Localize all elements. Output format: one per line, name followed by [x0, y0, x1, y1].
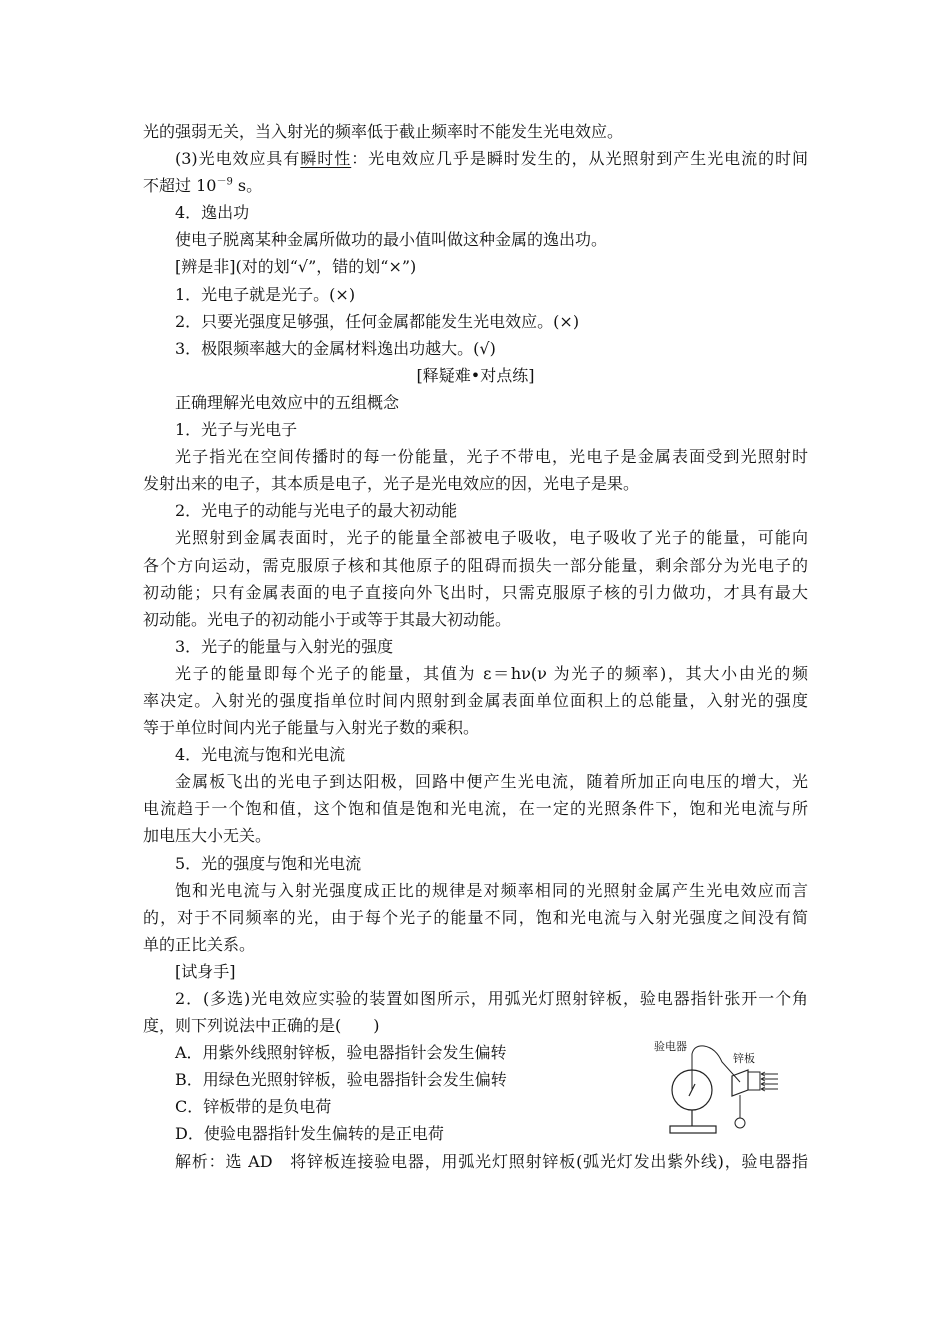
text-line: 初动能。光电子的初动能小于或等于其最大初动能。	[143, 609, 512, 629]
text-line: 等于单位时间内光子能量与入射光子数的乘积。	[143, 718, 480, 738]
section-tag: [辨是非](对的划“√”，错的划“×”)	[175, 257, 417, 277]
answer-option-d: D．使验电器指针发生偏转的是正电荷	[175, 1124, 444, 1144]
text-line: 初动能；只有金属表面的电子直接向外飞出时，只需克服原子核的引力做功，才具有最大	[143, 582, 808, 602]
exponent: －9	[216, 176, 233, 188]
zinc-plate-label: 锌板	[733, 1052, 755, 1065]
text-line: 电流趋于一个饱和值，这个饱和值是饱和光电流，在一定的光照条件下，饱和光电流与所	[143, 799, 808, 819]
true-false-item: 3．极限频率越大的金属材料逸出功越大。(√)	[175, 338, 496, 358]
text-line: 正确理解光电效应中的五组概念	[175, 392, 400, 412]
zinc-plate-ground	[735, 1118, 745, 1128]
section-heading: 4．逸出功	[175, 203, 250, 223]
electroscope-base	[670, 1126, 716, 1133]
section-heading: 1．光子与光电子	[175, 420, 298, 440]
question-stem: 度，则下列说法中正确的是( )	[143, 1016, 380, 1036]
photoelectric-apparatus-diagram	[654, 1040, 825, 1140]
text-line: 各个方向运动，需克服原子核和其他原子的阻碍而损失一部分能量，剩余部分为光电子的	[143, 555, 808, 575]
experiment-figure	[654, 1040, 825, 1140]
electroscope-label: 验电器	[654, 1040, 687, 1053]
zinc-plate	[732, 1070, 748, 1096]
text-line: 光子的能量即每个光子的能量，其值为 ε＝hν(ν 为光子的频率)，其大小由光的频	[175, 663, 808, 683]
text-line: 加电压大小无关。	[143, 826, 272, 846]
section-heading: 3．光子的能量与入射光的强度	[175, 636, 394, 656]
document-body	[143, 118, 808, 1175]
text-line: 率决定。入射光的强度指单位时间内照射到金属表面单位面积上的总能量，入射光的强度	[143, 690, 808, 710]
section-heading: 4．光电流与饱和光电流	[175, 745, 346, 765]
section-tag: [释疑难•对点练]	[416, 365, 535, 385]
answer-option-b: B．用绿色光照射锌板，验电器指针会发生偏转	[175, 1070, 507, 1090]
text-line: 饱和光电流与入射光强度成正比的规律是对频率相同的光照射金属产生光电效应而言	[175, 880, 808, 900]
text-line: 光的强弱无关，当入射光的频率低于截止频率时不能发生光电效应。	[143, 122, 624, 141]
text-line: 的，对于不同频率的光，由于每个光子的能量不同，饱和光电流与入射光强度之间没有简	[143, 907, 808, 927]
text-line: 发射出来的电子，其本质是电子，光子是光电效应的因，光电子是果。	[143, 474, 640, 494]
section-heading: 2．光电子的动能与光电子的最大初动能	[175, 501, 458, 521]
text-line: 不超过 $10^{-9}$ s。	[143, 176, 263, 196]
section-heading: 5．光的强度与饱和光电流	[175, 853, 362, 873]
arc-lamp	[748, 1072, 760, 1090]
true-false-item: 1．光电子就是光子。(×)	[175, 284, 356, 304]
underlined-term: 瞬时性	[300, 149, 352, 169]
answer-option-a: A．用紫外线照射锌板，验电器指针会发生偏转	[175, 1043, 507, 1063]
text-line: 光照射到金属表面时，光子的能量全部被电子吸收，电子吸收了光子的能量，可能向	[175, 528, 808, 548]
text-line: 光子指光在空间传播时的每一份能量，光子不带电，光电子是金属表面受到光照射时	[175, 447, 808, 467]
text-line: 单的正比关系。	[143, 934, 256, 954]
text-line: 使电子脱离某种金属所做功的最小值叫做这种金属的逸出功。	[175, 230, 608, 250]
section-tag: [试身手]	[175, 961, 236, 981]
text-line: 金属板飞出的光电子到达阳极，回路中便产生光电流，随着所加正向电压的增大，光	[175, 772, 808, 792]
question-stem: 2．(多选)光电效应实验的装置如图所示，用弧光灯照射锌板，验电器指针张开一个角	[175, 989, 808, 1008]
light-rays	[761, 1072, 778, 1091]
true-false-item: 2．只要光强度足够强，任何金属都能发生光电效应。(×)	[175, 311, 580, 331]
answer-explanation: 解析：选 AD 将锌板连接验电器，用弧光灯照射锌板(弧光灯发出紫外线)，验电器指	[175, 1151, 808, 1171]
answer-option-c: C．锌板带的是负电荷	[175, 1097, 332, 1117]
text-line: (3)光电效应具有瞬时性：光电效应几乎是瞬时发生的，从光照射到产生光电流的时间	[175, 149, 808, 169]
